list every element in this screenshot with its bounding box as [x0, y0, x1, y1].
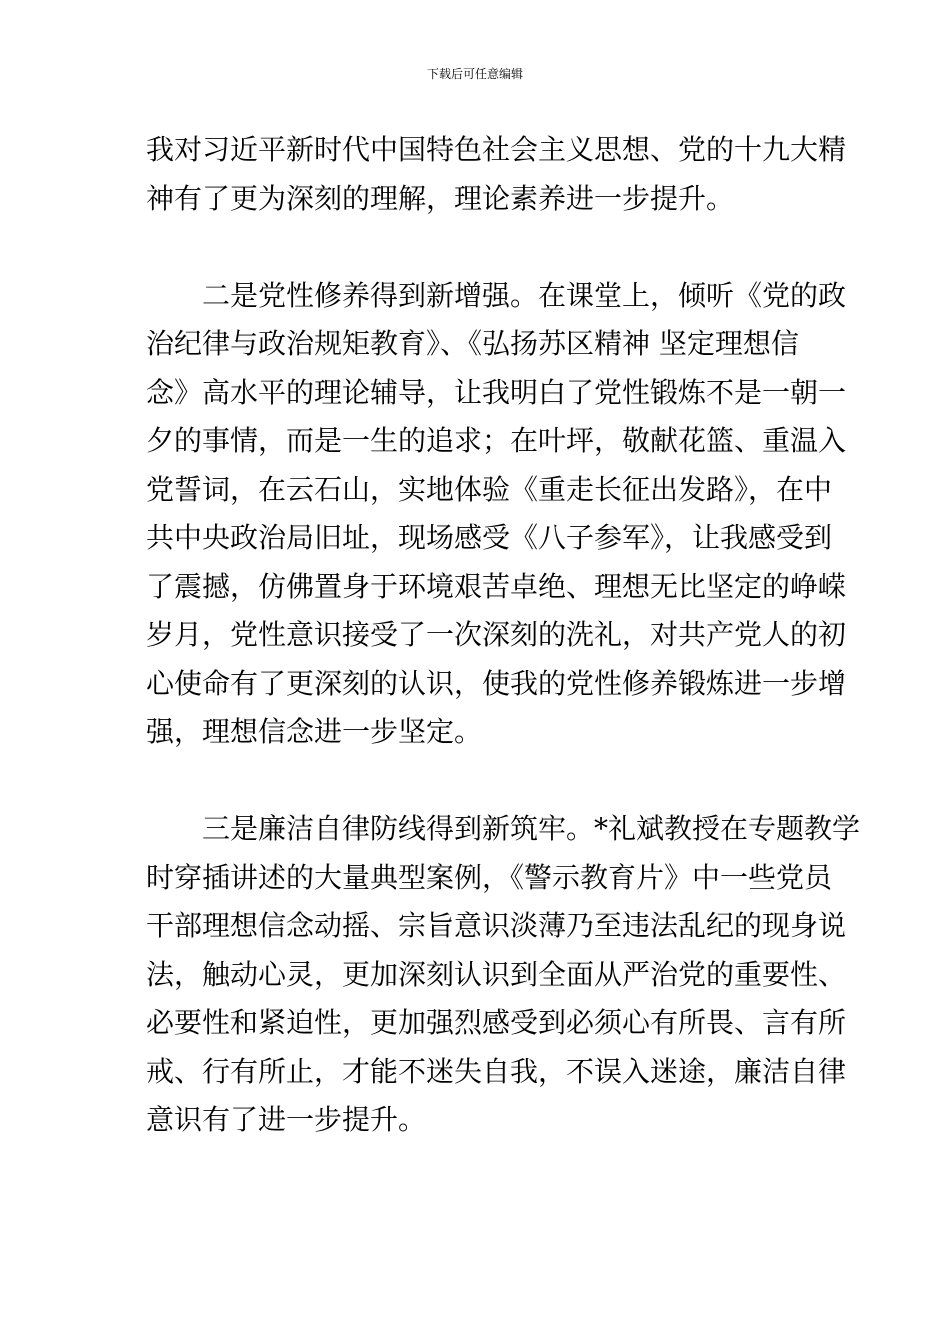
text-line: 岁月，党性意识接受了一次深刻的洗礼，对共产党人的初 — [146, 618, 847, 651]
paragraph-3 — [146, 805, 861, 1145]
text-line: 共中央政治局旧址，现场感受《八子参军》，让我感受到 — [146, 521, 833, 554]
header-note: 下载后可任意编辑 — [426, 67, 523, 81]
text-line: 治纪律与政治规矩教育》、《弘扬苏区精神 坚定理想信 — [146, 327, 799, 360]
text-line: 二是党性修养得到新增强。在课堂上，倾听《党的政 — [146, 278, 847, 312]
text-line: 心使命有了更深刻的认识，使我的党性修养锻炼进一步增 — [146, 666, 847, 700]
paragraph-2 — [146, 272, 847, 757]
document-body — [146, 126, 861, 1145]
text-line: 必要性和紧迫性，更加强烈感受到必须心有所畏、言有所 — [146, 1006, 847, 1039]
text-line: 了震撼，仿佛置身于环境艰苦卓绝、理想无比坚定的峥嵘 — [146, 569, 847, 603]
text-line: 法，触动心灵，更加深刻认识到全面从严治党的重要性、 — [146, 957, 847, 991]
text-line: 意识有了进一步提升。 — [146, 1103, 427, 1136]
text-line: 念》高水平的理论辅导，让我明白了党性锻炼不是一朝一 — [146, 375, 847, 409]
text-line: 强，理想信念进一步坚定。 — [146, 715, 483, 748]
text-line: 夕的事情，而是一生的追求；在叶坪，敬献花篮、重温入 — [146, 424, 847, 457]
text-line: 时穿插讲述的大量典型案例，《警示教育片》中一些党员 — [146, 860, 833, 894]
text-line: 神有了更为深刻的理解，理论素养进一步提升。 — [146, 181, 735, 215]
text-line: 党誓词，在云石山，实地体验《重走长征出发路》，在中 — [146, 472, 833, 506]
text-line: 三是廉洁自律防线得到新筑牢。*礼斌教授在专题教学 — [146, 812, 861, 845]
text-line: 戒、行有所止，才能不迷失自我，不误入迷途，廉洁自律 — [146, 1054, 847, 1088]
text-line: 我对习近平新时代中国特色社会主义思想、党的十九大精 — [146, 133, 847, 166]
paragraph-1 — [146, 126, 847, 223]
text-line: 干部理想信念动摇、宗旨意识淡薄乃至违法乱纪的现身说 — [146, 909, 847, 942]
